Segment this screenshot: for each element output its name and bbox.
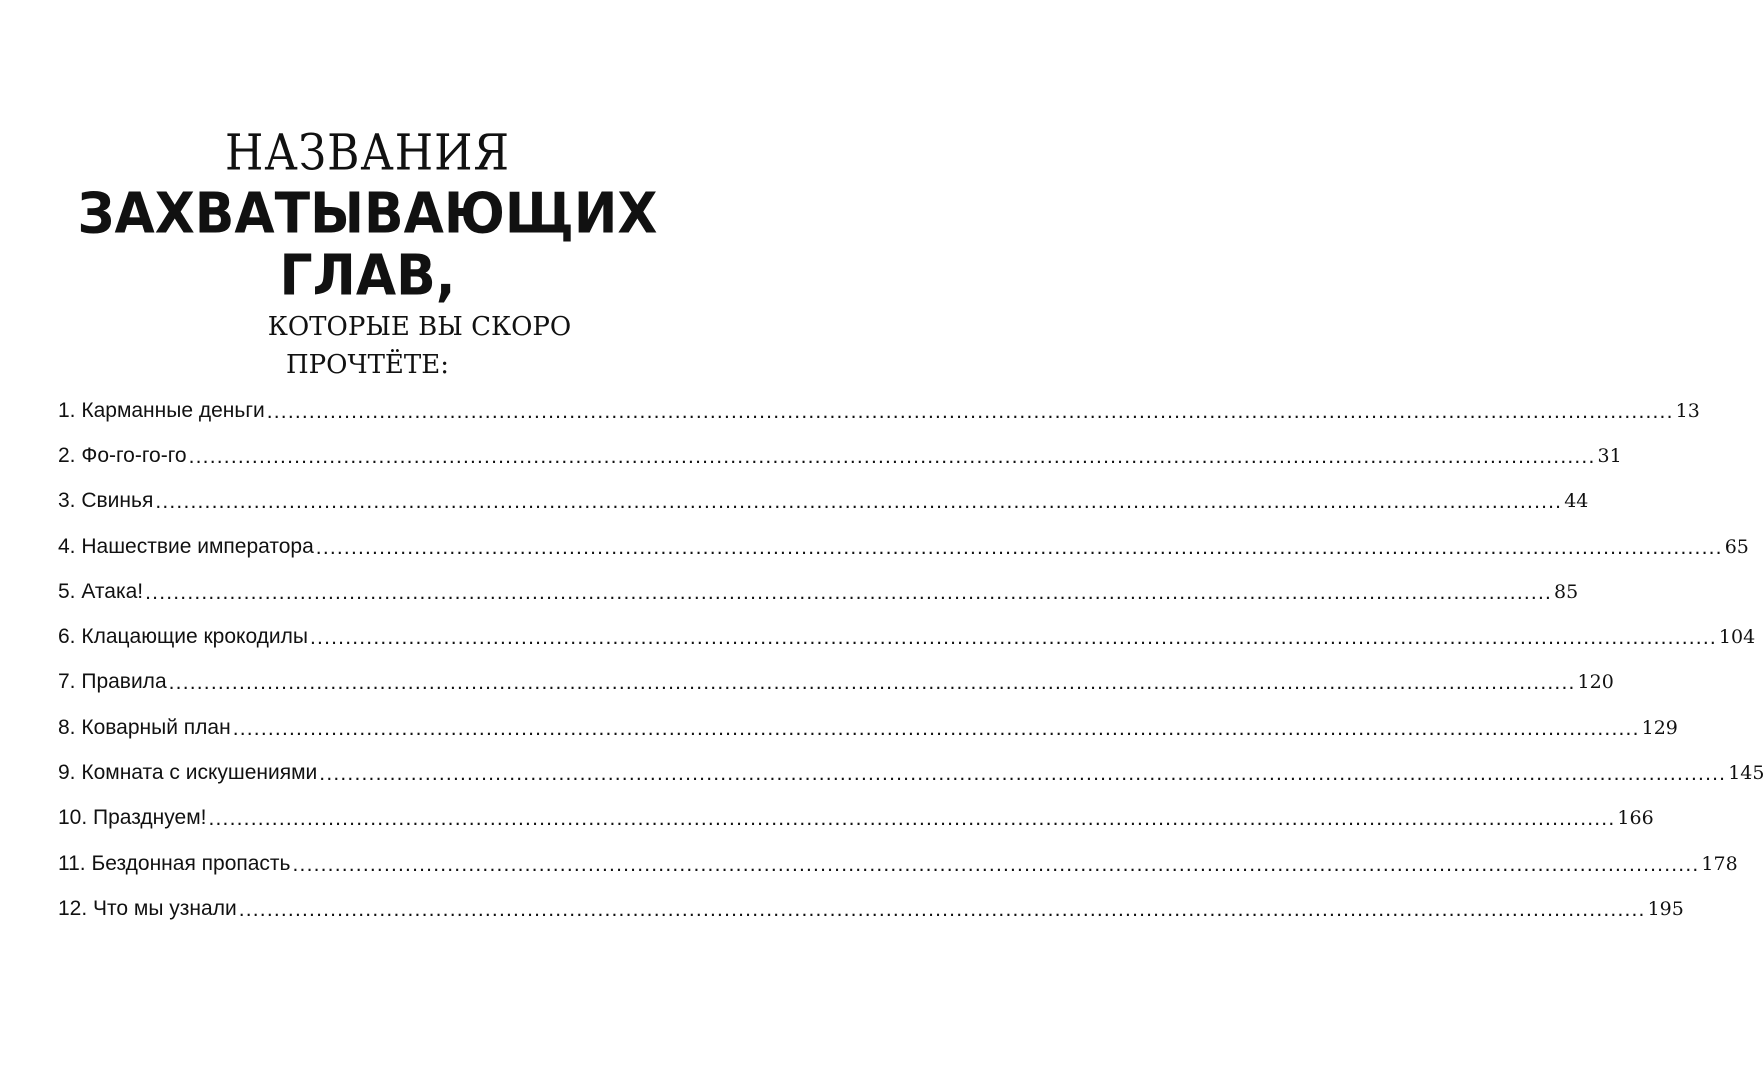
toc-entry-page: 44 <box>1564 490 1589 513</box>
toc-entry[interactable] <box>58 886 1684 931</box>
toc-entry-title: 1. Карманные деньги <box>58 398 265 422</box>
toc-entry[interactable] <box>58 705 1678 750</box>
toc-entry[interactable] <box>58 660 1614 705</box>
toc-leader-dots: ........................................................................................................................................................................................................ <box>292 852 1700 876</box>
toc-leader-dots: ........................................................................................................................................................................................................ <box>266 399 1674 423</box>
toc-entry[interactable] <box>58 479 1589 524</box>
toc-entry[interactable] <box>58 388 1700 433</box>
toc-entry-page: 195 <box>1647 897 1684 920</box>
toc-leader-dots: ........................................................................................................................................................................................................ <box>310 626 1717 650</box>
toc-entry-page: 178 <box>1701 852 1738 875</box>
toc-leader-dots: ........................................................................................................................................................................................................ <box>155 490 1563 514</box>
heading-line-5: ПРОЧТЁТЕ: <box>286 350 449 380</box>
toc-entry-page: 120 <box>1577 671 1614 694</box>
toc-entry-page: 129 <box>1641 716 1678 739</box>
toc-entry-title: 4. Нашествие императора <box>58 534 314 558</box>
toc-entry-title: 8. Коварный план <box>58 715 231 739</box>
toc-entry-title: 12. Что мы узнали <box>58 896 237 920</box>
toc-leader-dots: ........................................................................................................................................................................................................ <box>168 671 1576 695</box>
toc-leader-dots: ........................................................................................................................................................................................................ <box>232 716 1640 740</box>
toc-entry-title: 9. Комната с искушениями <box>58 761 318 785</box>
table-of-contents <box>58 388 1764 932</box>
toc-entry[interactable] <box>58 750 1764 795</box>
toc-entry-page: 31 <box>1597 444 1622 467</box>
toc-entry-title: 11. Бездонная пропасть <box>58 851 291 875</box>
heading-line-4: КОТОРЫЕ ВЫ СКОРО <box>267 312 572 342</box>
toc-entry-page: 65 <box>1724 535 1749 558</box>
toc-entry[interactable] <box>58 569 1579 614</box>
toc-entry-title: 6. Клацающие крокодилы <box>58 625 309 649</box>
toc-entry-title: 3. Свинья <box>58 489 154 513</box>
toc-leader-dots: ........................................................................................................................................................................................................ <box>188 444 1596 468</box>
heading-line-2: ЗАХВАТЫВАЮЩИХ <box>77 181 658 247</box>
toc-entry-page: 85 <box>1554 580 1579 603</box>
toc-entry[interactable] <box>58 796 1654 841</box>
toc-leader-dots: ........................................................................................................................................................................................................ <box>208 807 1616 831</box>
toc-entry-page: 145 <box>1728 762 1764 785</box>
toc-leader-dots: ........................................................................................................................................................................................................ <box>315 535 1723 559</box>
heading-line-3: ГЛАВ, <box>279 243 456 309</box>
toc-leader-dots: ........................................................................................................................................................................................................ <box>145 580 1553 604</box>
toc-entry[interactable] <box>58 524 1749 569</box>
toc-leader-dots: ........................................................................................................................................................................................................ <box>319 762 1727 786</box>
heading-line-1: НАЗВАНИЯ <box>224 124 511 183</box>
toc-entry-page: 13 <box>1675 399 1700 422</box>
toc-entry-page: 104 <box>1718 626 1756 649</box>
toc-entry-title: 10. Празднуем! <box>58 806 207 830</box>
toc-entry[interactable] <box>58 614 1756 659</box>
toc-entry-title: 2. Фо-го-го-го <box>58 443 187 467</box>
toc-entry[interactable] <box>58 841 1738 886</box>
toc-entry-title: 7. Правила <box>58 670 167 694</box>
toc-leader-dots: ........................................................................................................................................................................................................ <box>238 897 1646 921</box>
toc-entry[interactable] <box>58 433 1622 478</box>
toc-entry-title: 5. Атака! <box>58 579 144 603</box>
toc-entry-page: 166 <box>1617 807 1654 830</box>
